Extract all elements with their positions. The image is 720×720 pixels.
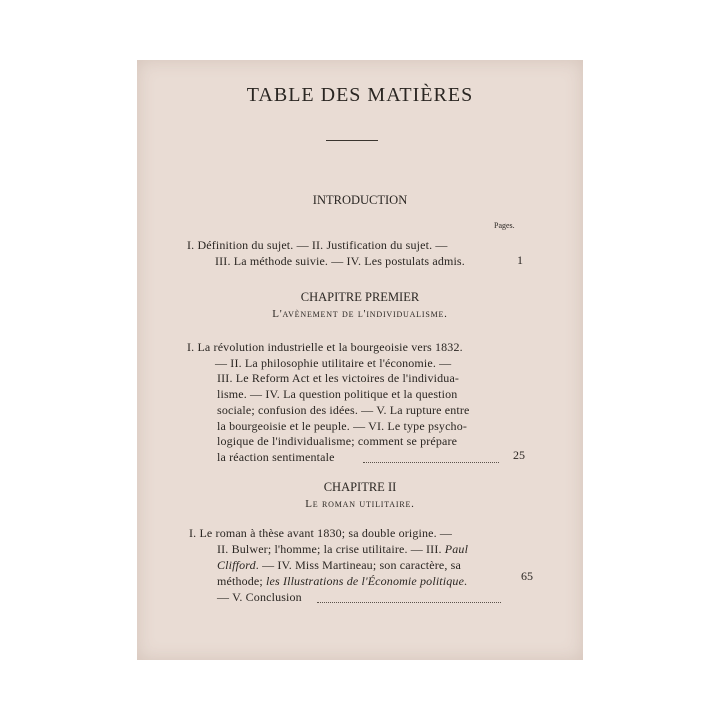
introduction-heading: INTRODUCTION	[312, 193, 408, 207]
ch2-leader-dots	[317, 602, 501, 603]
ch2-line-4-period: .	[464, 574, 468, 588]
book-page	[137, 60, 583, 660]
chapter-1-subtitle: L'avènement de l'individualisme.	[272, 308, 448, 320]
chapter-1-heading: CHAPITRE PREMIER	[300, 290, 420, 304]
intro-line-1: I. Définition du sujet. — II. Justification du sujet. —	[187, 238, 448, 252]
ch2-line-1: I. Le roman à thèse avant 1830; sa double origine. —	[189, 526, 453, 540]
ch2-title-paul: Paul	[444, 542, 469, 556]
ch1-page-number: 25	[513, 448, 525, 462]
ch1-line-5: sociale; confusion des idées. — V. La rupture entre	[217, 403, 470, 417]
ch2-line-3-text: . — IV. Miss Martineau; son caractère, sa	[255, 558, 461, 572]
ch2-line-2	[217, 542, 468, 557]
ch1-line-1: I. La révolution industrielle et la bourgeoisie vers 1832.	[187, 340, 463, 354]
ch2-line-5: — V. Conclusion	[217, 590, 302, 604]
ch2-title-illustrations: les Illustrations de l'Économie politique	[266, 574, 465, 588]
pages-label: Pages.	[494, 221, 515, 230]
chapter-2-subtitle: Le roman utilitaire.	[305, 498, 415, 510]
ch2-line-3	[217, 558, 461, 573]
ch1-leader-dots	[363, 462, 499, 463]
ch1-line-6: la bourgeoisie et le peuple. — VI. Le type psycho-	[217, 419, 467, 433]
chapter-2-heading: CHAPITRE II	[323, 480, 397, 494]
ch2-page-number: 65	[521, 569, 533, 583]
ch1-line-4: lisme. — IV. La question politique et la question	[217, 387, 458, 401]
ch1-line-2: — II. La philosophie utilitaire et l'économie. —	[215, 356, 452, 370]
ch2-line-2-text: II. Bulwer; l'homme; la crise utilitaire. — III.	[217, 542, 442, 556]
ch2-title-clifford: Clifford	[217, 558, 256, 572]
ch1-line-3: III. Le Reform Act et les victoires de l'individua-	[217, 371, 460, 385]
page-title: TABLE DES MATIÈRES	[246, 84, 474, 106]
ch2-line-4	[217, 574, 467, 589]
ch1-line-8: la réaction sentimentale	[217, 450, 335, 464]
ch1-line-7: logique de l'individualisme; comment se prépare	[217, 434, 458, 448]
ch2-line-4-text: méthode;	[217, 574, 263, 588]
title-divider	[326, 140, 378, 141]
intro-page-number: 1	[517, 253, 523, 267]
intro-line-2: III. La méthode suivie. — IV. Les postulats admis.	[215, 254, 465, 268]
